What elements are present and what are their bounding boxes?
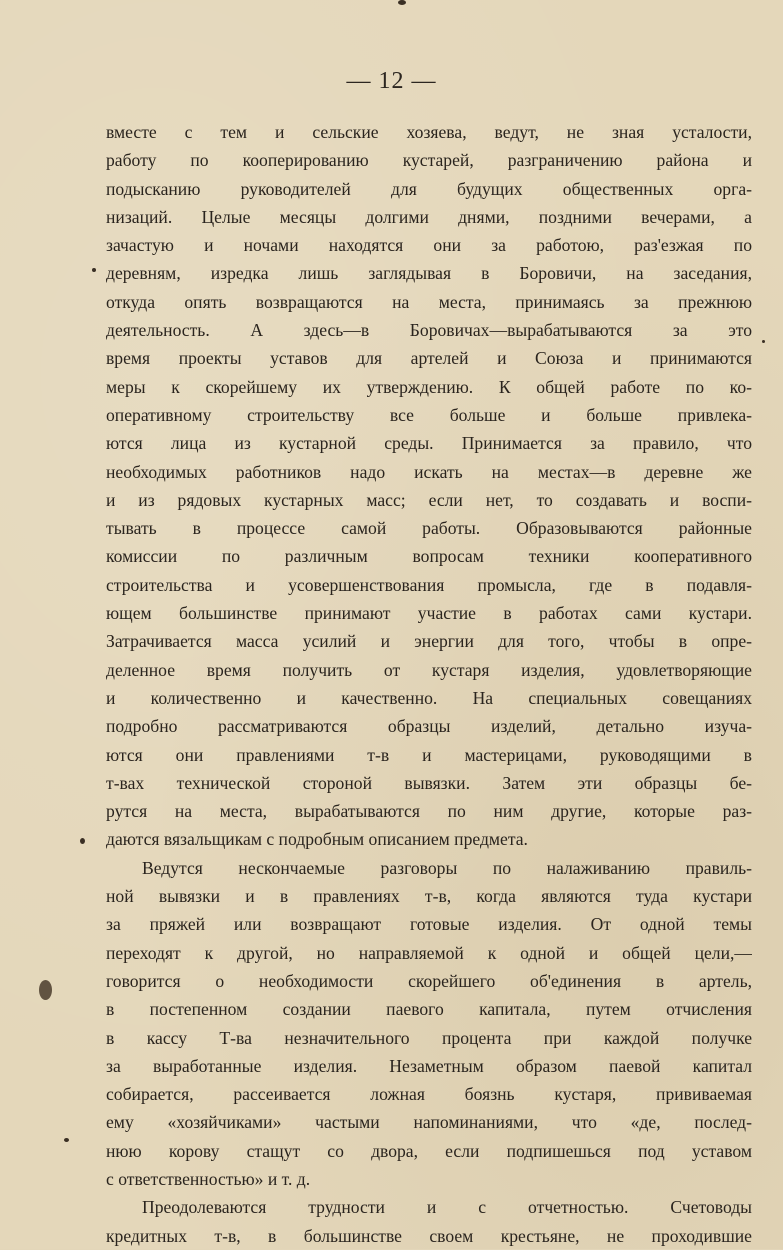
text-line: в кассу Т-ва незначительного процента при каждой получке xyxy=(106,1027,752,1048)
ink-speck xyxy=(92,268,96,272)
text-line: оперативному строительству все больше и больше привлека- xyxy=(106,404,752,425)
page-number: — 12 — xyxy=(346,68,437,94)
text-line: деревням, изредка лишь заглядывая в Боровичи, на заседания, xyxy=(106,263,752,284)
text-line: нюю корову стащут со двора, если подпишешься под уставом xyxy=(106,1140,752,1161)
text-line: в постепенном создании паевого капитала, путем отчисления xyxy=(106,999,752,1020)
paragraph-end-line: с ответственностью» и т. д. xyxy=(106,1168,311,1189)
text-line: вместе с тем и сельские хозяева, ведут, не зная усталости, xyxy=(106,122,752,142)
ink-blot xyxy=(39,980,52,1000)
text-line: ются они правлениями т-в и мастерицами, руководящими в xyxy=(106,744,752,765)
paragraph-start-line: Ведутся нескончаемые разговоры по налаживанию правиль- xyxy=(142,857,752,878)
text-line: и из рядовых кустарных масс; если нет, то создавать и воспи- xyxy=(106,489,752,510)
ink-speck xyxy=(398,0,406,5)
text-line: ной вывязки и в правлениях т-в, когда являются туда кустари xyxy=(106,886,752,907)
text-line: тывать в процессе самой работы. Образовываются районные xyxy=(106,518,752,539)
text-line: меры к скорейшему их утверждению. К общей работе по ко- xyxy=(106,376,752,397)
text-line: за выработанные изделия. Незаметным образом паевой капитал xyxy=(106,1055,752,1076)
text-line: комиссии по различным вопросам техники кооперативного xyxy=(106,546,752,567)
text-line: ются лица из кустарной среды. Принимается за правило, что xyxy=(106,433,752,454)
text-line: переходят к другой, но направляемой к одной и общей цели,— xyxy=(106,942,752,963)
text-line: за пряжей или возвращают готовые изделия. От одной темы xyxy=(106,914,752,935)
text-line: зачастую и ночами находятся они за работою, раз'езжая по xyxy=(106,235,752,256)
ink-speck xyxy=(64,1138,69,1142)
text-line: строительства и усовершенствования промысла, где в подавля- xyxy=(106,574,752,595)
text-line: деятельность. А здесь—в Боровичах—вырабатываются за это xyxy=(106,320,752,341)
text-line: ющем большинстве принимают участие в работах сами кустари. xyxy=(106,603,752,624)
text-line: собирается, рассеивается ложная боязнь кустаря, прививаемая xyxy=(106,1084,752,1105)
text-line: кредитных т-в, в большинстве своем крестьяне, не проходившие xyxy=(106,1225,752,1246)
text-line: деленное время получить от кустаря изделия, удовлетворяющие xyxy=(106,659,752,680)
ink-speck xyxy=(80,838,85,844)
text-line: Затрачивается масса усилий и энергии для того, чтобы в опре- xyxy=(106,631,752,652)
body-text xyxy=(106,118,752,1250)
text-line: работу по кооперированию кустарей, разграничению района и xyxy=(106,150,752,171)
text-line: необходимых работников надо искать на местах—в деревне же xyxy=(106,461,752,482)
text-line: подысканию руководителей для будущих общественных орга- xyxy=(106,178,752,199)
text-line: говорится о необходимости скорейшего об'единения в артель, xyxy=(106,970,752,991)
ink-speck xyxy=(762,340,765,343)
paragraph-end-line: даются вязальщикам с подробным описанием предмета. xyxy=(106,829,528,850)
text-line: ему «хозяйчиками» частыми напоминаниями, что «де, послед- xyxy=(106,1112,752,1133)
paragraph-start-line: Преодолеваются трудности и с отчетностью. Счетоводы xyxy=(142,1197,752,1218)
text-line: подробно рассматриваются образцы изделий, детально изуча- xyxy=(106,716,752,737)
text-line: время проекты уставов для артелей и Союза и принимаются xyxy=(106,348,752,369)
text-line: рутся на места, вырабатываются по ним другие, которые раз- xyxy=(106,801,752,822)
text-line: т-вах технической стороной вывязки. Затем эти образцы бе- xyxy=(106,772,752,793)
text-line: откуда опять возвращаются на места, принимаясь за прежнюю xyxy=(106,291,752,312)
text-line: и количественно и качественно. На специальных совещаниях xyxy=(106,687,752,708)
text-line: низаций. Целые месяцы долгими днями, поздними вечерами, а xyxy=(106,206,752,227)
